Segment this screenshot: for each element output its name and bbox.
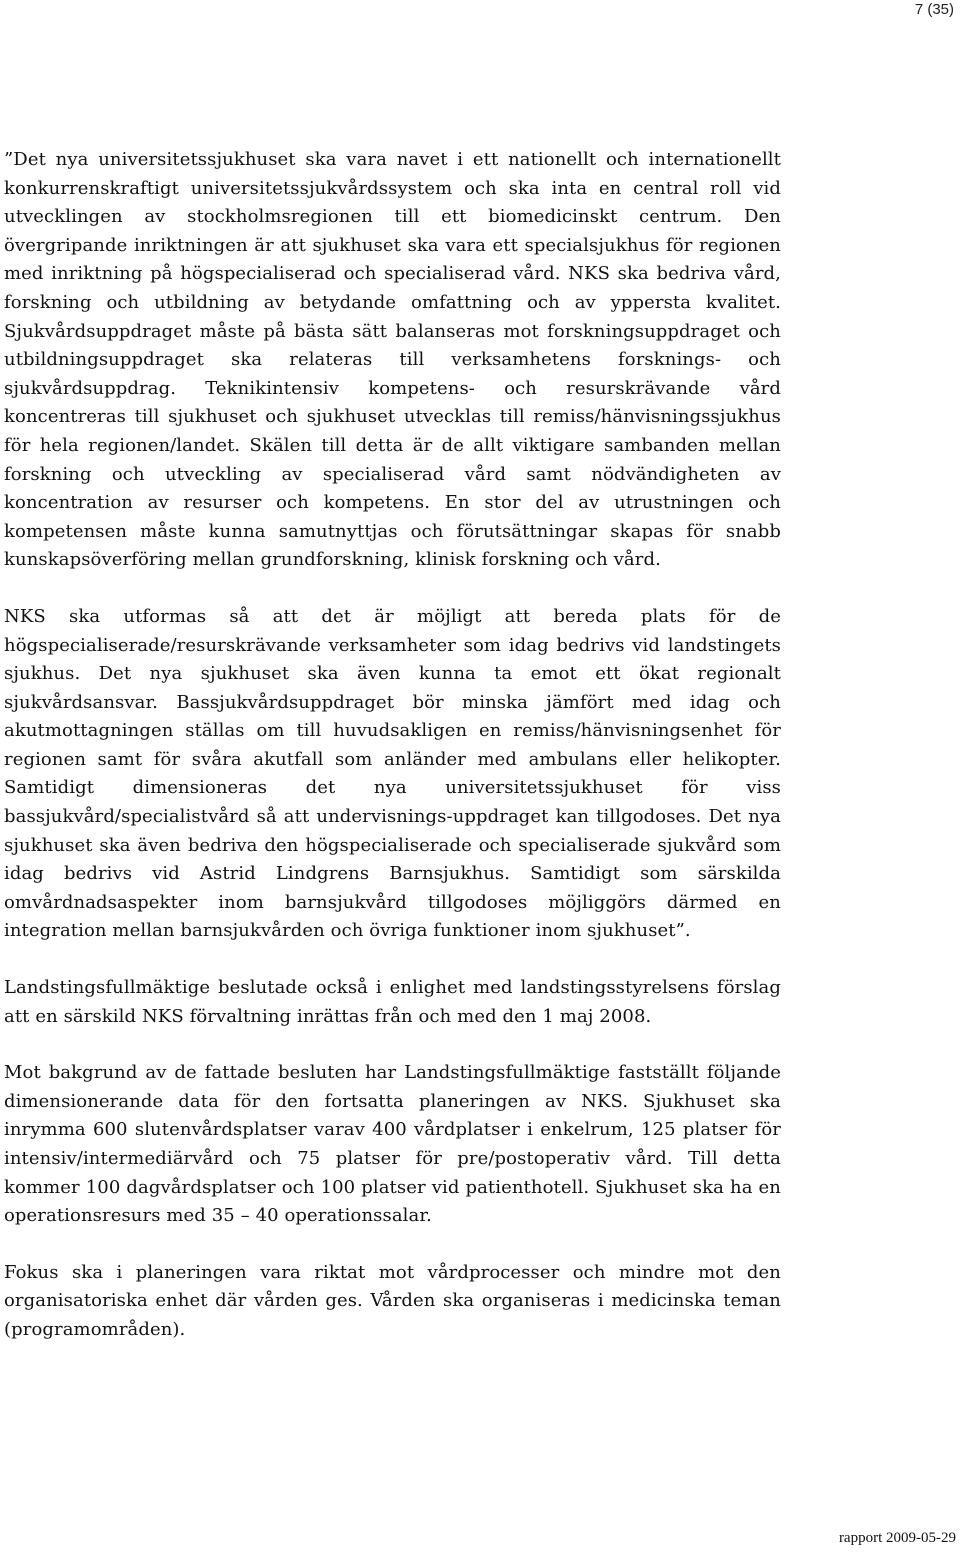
paragraph-dimensioning-data: Mot bakgrund av de fattade besluten har Landstingsfullmäktige fastställt följande dimensionerande data för den fortsatta planeringen av NKS. Sjukhuset ska inrymma 600 slutenvårdsplatser varav 400 vårdplatser i enkelrum, 125 platser för intensiv/intermediärvård och 75 platser för pre/postoperativ vård. Till detta kommer 100 dagvårdsplatser och 100 platser vid patienthotell. Sjukhuset ska ha en operationsresurs med 35 – 40 operationssalar.: [4, 1062, 781, 1227]
paragraph-quote-nks-role: ”Det nya universitetssjukhuset ska vara navet i ett nationellt och internationellt konkurrenskraftigt universitetssjukvårdssystem och ska inta en central roll vid utvecklingen av stockholmsregionen till ett biomedicinskt centrum. Den övergripande inriktningen är att sjukhuset ska vara ett specialsjukhus för regionen med inriktning på högspecialiserad och specialiserad vård. NKS ska bedriva vård, forskning och utbildning av betydande omfattning och av yppersta kvalitet. Sjukvårdsuppdraget måste på bästa sätt balanseras mot forskningsuppdraget och utbildningsuppdraget ska relateras till verksamhetens forsknings- och sjukvårdsuppdrag. Teknikintensiv kompetens- och resurskrävande vård koncentreras till sjukhuset och sjukhuset utvecklas till remiss/hänvisningssjukhus för hela regionen/landet. Skälen till detta är de allt viktigare sambanden mellan forskning och utveckling av specialiserad vård samt nödvändigheten av koncentration av resurser och kompetens. En stor del av utrustningen och kompetensen måste kunna samutnyttjas och förutsättningar skapas för snabb kunskapsöverföring mellan grundforskning, klinisk forskning och vård.: [4, 149, 781, 571]
paragraph-planning-focus: Fokus ska i planeringen vara riktat mot vårdprocesser och mindre mot den organisatoriska enhet där vården ges. Vården ska organiseras i medicinska teman (programområden).: [4, 1261, 781, 1340]
page-number: 7 (35): [914, 1, 954, 18]
paragraph-nks-design: NKS ska utformas så att det är möjligt att bereda plats för de högspecialiserade/resurskrävande verksamheter som idag bedrivs vid landstingets sjukhus. Det nya sjukhuset ska även kunna ta emot ett ökat regionalt sjukvårdsansvar. Bassjukvårdsuppdraget bör minska jämfört med idag och akutmottagningen ställas om till huvudsakligen en remiss/hänvisningsenhet för regionen samt för svåra akutfall som anländer med ambulans eller helikopter. Samtidigt dimensioneras det nya universitetssjukhuset för viss bassjukvård/specialistvård så att undervisnings-uppdraget kan tillgodoses. Det nya sjukhuset ska även bedriva den högspecialiserade och specialiserade sjukvård som idag bedrivs vid Astrid Lindgrens Barnsjukhus. Samtidigt som särskilda omvårdnadsaspekter inom barnsjukvård tillgodoses möjliggörs därmed en integration mellan barnsjukvården och övriga funktioner inom sjukhuset”.: [4, 605, 781, 942]
paragraph-council-decision: Landstingsfullmäktige beslutade också i enlighet med landstingsstyrelsens förslag att en särskild NKS förvaltning inrättas från och med den 1 maj 2008.: [4, 977, 781, 1027]
report-date-footer: rapport 2009-05-29: [838, 1530, 956, 1546]
document-body: [4, 146, 781, 1345]
